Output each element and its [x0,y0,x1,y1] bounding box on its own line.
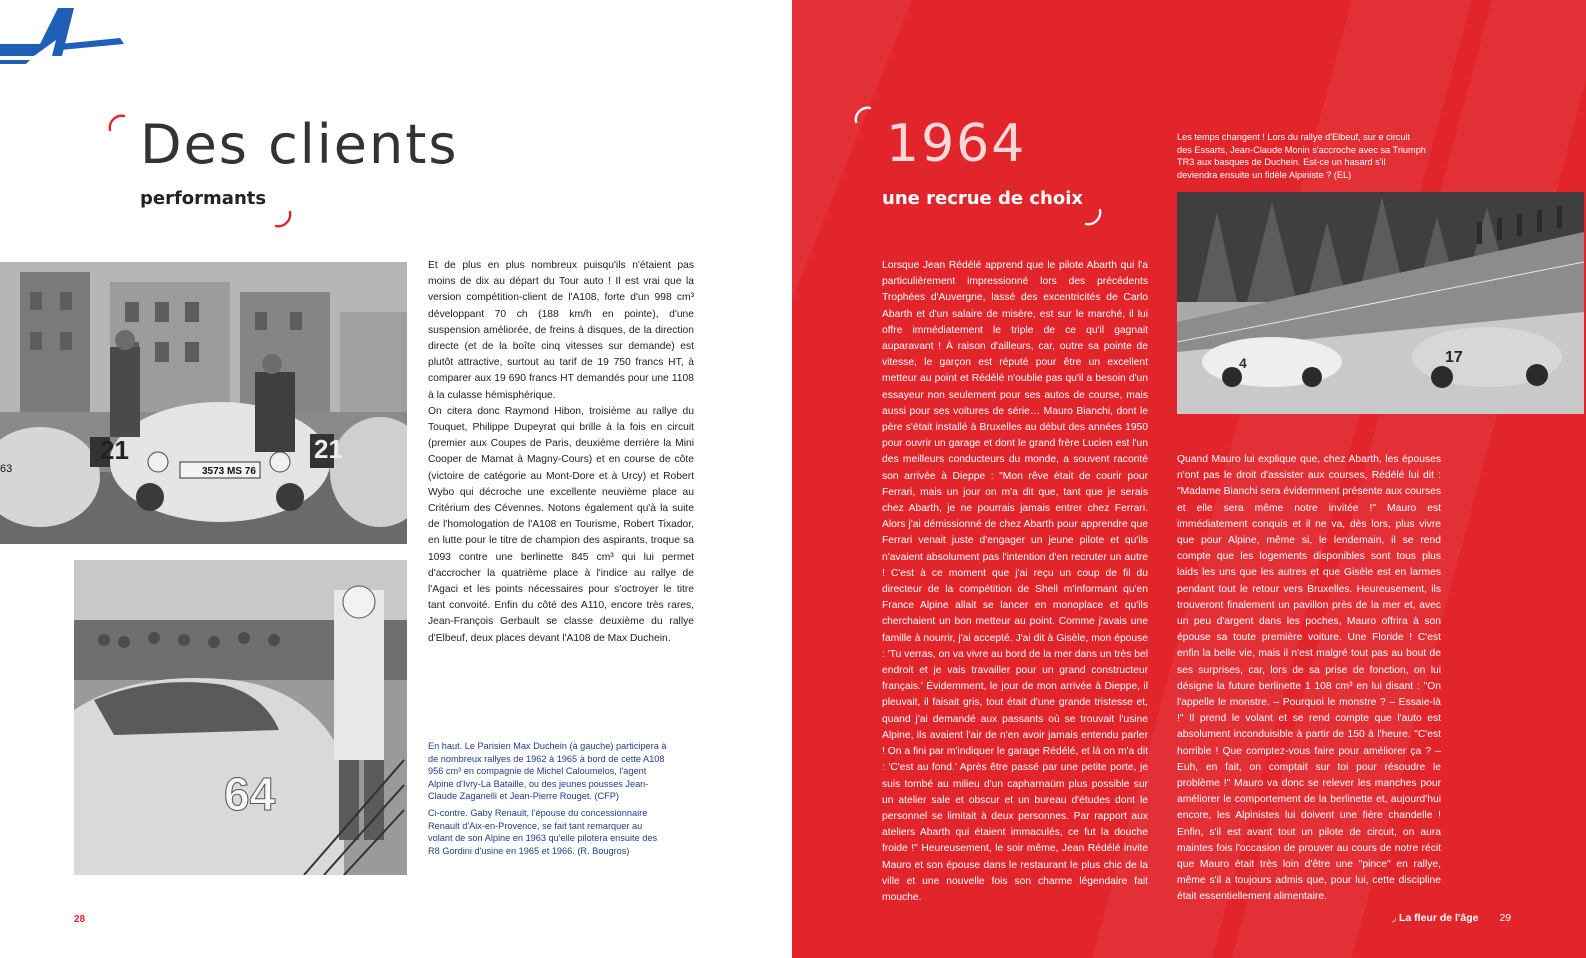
running-footer [1392,912,1511,924]
right-body-text-1: Lorsque Jean Rédélé apprend que le pilote Abarth qui l'a particulièrement impressionné lors des précédents Trophées d'Auvergne, lassé des excentricités de Carlo Abarth et d'un salaire de misère, est sur le marché, il lui offre immédiatement le triple de ce qu'il gagnait auparavant ! À raison d'ailleurs, car, outre sa pointe de vitesse, le garçon est réputé pour être un excellent metteur au point et Rédélé n'oublie pas qu'il a besoin d'un essayeur non seulement pour ses autos de course, mais aussi pour ses voitures de série… Mauro Bianchi, dont le père s'était installé à Bruxelles au début des années 1950 pour ouvrir un garage et dont le grand frère Lucien est l'un des meilleurs conducteurs du monde, a souvent raconté son arrivée à Dieppe : "Mon rêve était de courir pour Ferrari, mais un jour on m'a dit que, tant que je serais chez Abarth, je ne pourrais jamais entrer chez Ferrari. Alors j'ai démissionné de chez Abarth pour apprendre que Ferrari venait juste d'engager un jeune pilote et qu'ils n'avaient absolument pas l'intention d'en recruter un autre ! C'est à ce moment que j'ai reçu un coup de fil du directeur de la compétition de Shell m'informant qu'en France Alpine allait se lancer en monoplace et qu'ils cherchaient un bon metteur au point. Comme j'avais une famille à nourrir, j'ai accepté. J'ai dit à Gisèle, mon épouse : 'Tu verras, on va vivre au bord de la mer dans un très bel endroit et je vais travailler pour un grand constructeur français.' Évidemment, le jour de mon arrivée à Dieppe, il pleuvait, il faisait gris, tout était d'une grande tristesse et, quand j'ai demandé aux passants où se trouvait l'usine Alpine, ils avaient l'air de n'en avoir jamais entendu parler ! On a fini par m'indiquer le garage Rédélé, et là on m'a dit : 'C'est au fond.' Après être passé par une petite porte, je suis tombé au milieu d'un capharnaüm plus possible sur un atelier sale et obscur et un bureau d'études dont le personnel se limitait à deux personnes. Par rapport aux ateliers Abarth qui étaient immaculés, ce fut la douche froide !" Heureusement, le soir même, Jean Rédélé invite Mauro et son épouse dans le restaurant le plus chic de la ville et une nouvelle fois son charme légendaire fait mouche. [882,260,1148,903]
left-captions [428,740,668,861]
car-number-left: 21 [100,435,129,465]
arc-close-icon [1082,206,1104,228]
photo-rally-cars-street [0,262,407,544]
arc-open-icon [852,104,874,126]
footer-arc-icon: ◞ [1392,912,1399,924]
caption-top: En haut. Le Parisien Max Duchein (à gauche) participera à de nombreux rallyes de 1962 à 1965 à bord de cette A108 956 cm³ en compagnie de Michel Caloumelos, l'agent Alpine d'Ivry-La Bataille, ou des jeunes pousses Jean-Claude Zaganelli et Jean-Pierre Rouget. (CFP) [428,741,667,802]
car-number-alpine: 17 [1445,349,1463,366]
arc-close-icon [272,208,294,230]
page-title: 1964 [886,114,1027,174]
car-number-triumph: 4 [1239,355,1247,371]
page-title: Des clients [140,113,459,176]
left-paragraph: On citera donc Raymond Hibon, troisième au rallye du Touquet, Philippe Dupeyrat qui brille à la fois en circuit (premier aux Coupes de Paris, deuxième derrière la Mini Cooper de Marnat à Magny-Cours) et en course de côte (victoire de catégorie au Mont-Dore et à Urcy) et Robert Wybo qui décroche une excellente neuvième place au Critérium des Cévennes. Notons également qu'à la suite de l'homologation de l'A108 en Tourisme, Robert Tixador, en lutte pour le titre de champion des aspirants, troque sa 1093 contre une berlinette 845 cm³ qui lui permet d'accrocher la quatrième place à l'indice au rallye de l'Agaci et les points nécessaires pour s'octroyer le titre tant convoité. Enfin du côté des A110, encore très rares, Jean-François Gerbault se classe deuxième du rallye d'Elbeuf, deux places devant l'A108 de Max Duchein. [428,405,694,644]
left-paragraph: Et de plus en plus nombreux puisqu'ils n'étaient pas moins de dix au départ du Tour auto ! Il est vrai que la version compétition-client de l'A108, forte d'un 998 cm³ développant 70 ch (188 km/h en pointe), d'une suspension améliorée, de freins à disques, de la direction directe (et de la boîte cinq vitesses sur demande) est plutôt attractive, surtout au tarif de 19 750 francs HT, à comparer aux 19 690 francs HT demandés pour une 1108 à la culasse hémisphérique. [428,260,694,401]
car-number: 64 [224,768,276,820]
car-number-right: 21 [314,434,343,464]
photo-gaby-renault-alpine [74,560,407,875]
alpine-logo-icon [0,0,130,70]
right-body-text-2: Quand Mauro lui explique que, chez Abarth, les épouses n'ont pas le droit d'assister aux courses, Rédélé lui dit : "Madame Bianchi sera évidemment présente aux courses et elle sera même notre invitée !" Mauro est immédiatement conquis et il ne va, dès lors, plus vivre que pour Alpine, même si, le lendemain, il se rend compte que les logements disponibles sont tous plus laids les uns que les autres et que Gisèle est en larmes pendant tout le retour vers Bruxelles. Heureusement, ils trouveront finalement un pavillon près de la mer et, avec un peu d'argent dans les poches, Mauro offrira à son épouse sa toute première voiture. Une Floride ! C'est enfin la belle vie, mais il n'est malgré tout pas au bout de ses surprises, car, lors de sa prise de fonction, on lui désigne la future berlinette 1 108 cm³ en lui disant : "On l'appelle le monstre. – Pourquoi le monstre ? – Essaie-là !" Il prend le volant et se rend compte que l'auto est absolument inconduisible à partir de 150 à l'heure. "C'est horrible ! Que comptez-vous faire pour améliorer ça ? – Euh, en fait, on comptait sur toi pour résoudre le problème !" Mauro va donc se relever les manches pour améliorer le comportement de la berlinette et, aujourd'hui encore, les Alpinistes lui doivent une fière chandelle ! Enfin, s'il est avant tout un pilote de circuit, on aura maintes fois l'occasion de prouver au cours de notre récit que Mauro était très loin d'être une "pince" en rallye, même s'il a toujours admis que, pour lui, cette discipline était essentiellement alimentaire. [1177,454,1441,903]
page-subtitle: performants [140,188,267,209]
right-page [792,0,1586,958]
page-number-left: 28 [74,914,86,925]
arc-open-icon [106,112,128,134]
left-body-text [428,258,694,647]
page-subtitle: une recrue de choix [882,188,1084,209]
page-number-right: 29 [1499,912,1512,924]
chapter-title: La fleur de l'âge [1398,912,1479,924]
photo-circuit-essarts [1177,192,1584,414]
license-plate: 3573 MS 76 [202,466,256,477]
right-caption: Les temps changent ! Lors du rallye d'Elbeuf, sur e circuit des Essarts, Jean-Claude Monin s'accroche avec sa Triumph TR3 aux basques de Duchein. Est-ce un hasard s'il deviendra ensuite un fidèle Alpiniste ? (EL) [1177,132,1426,180]
caption-side: Ci-contre. Gaby Renault, l'épouse du concessionnaire Renault d'Aix-en-Provence, se fait tant remarquer au volant de son Alpine en 1963 qu'elle pilotera ensuite des R8 Gordini d'usine en 1965 et 1966. (R. Bougros) [428,807,658,856]
car-number-side: 63 [0,463,13,475]
left-page [0,0,792,958]
